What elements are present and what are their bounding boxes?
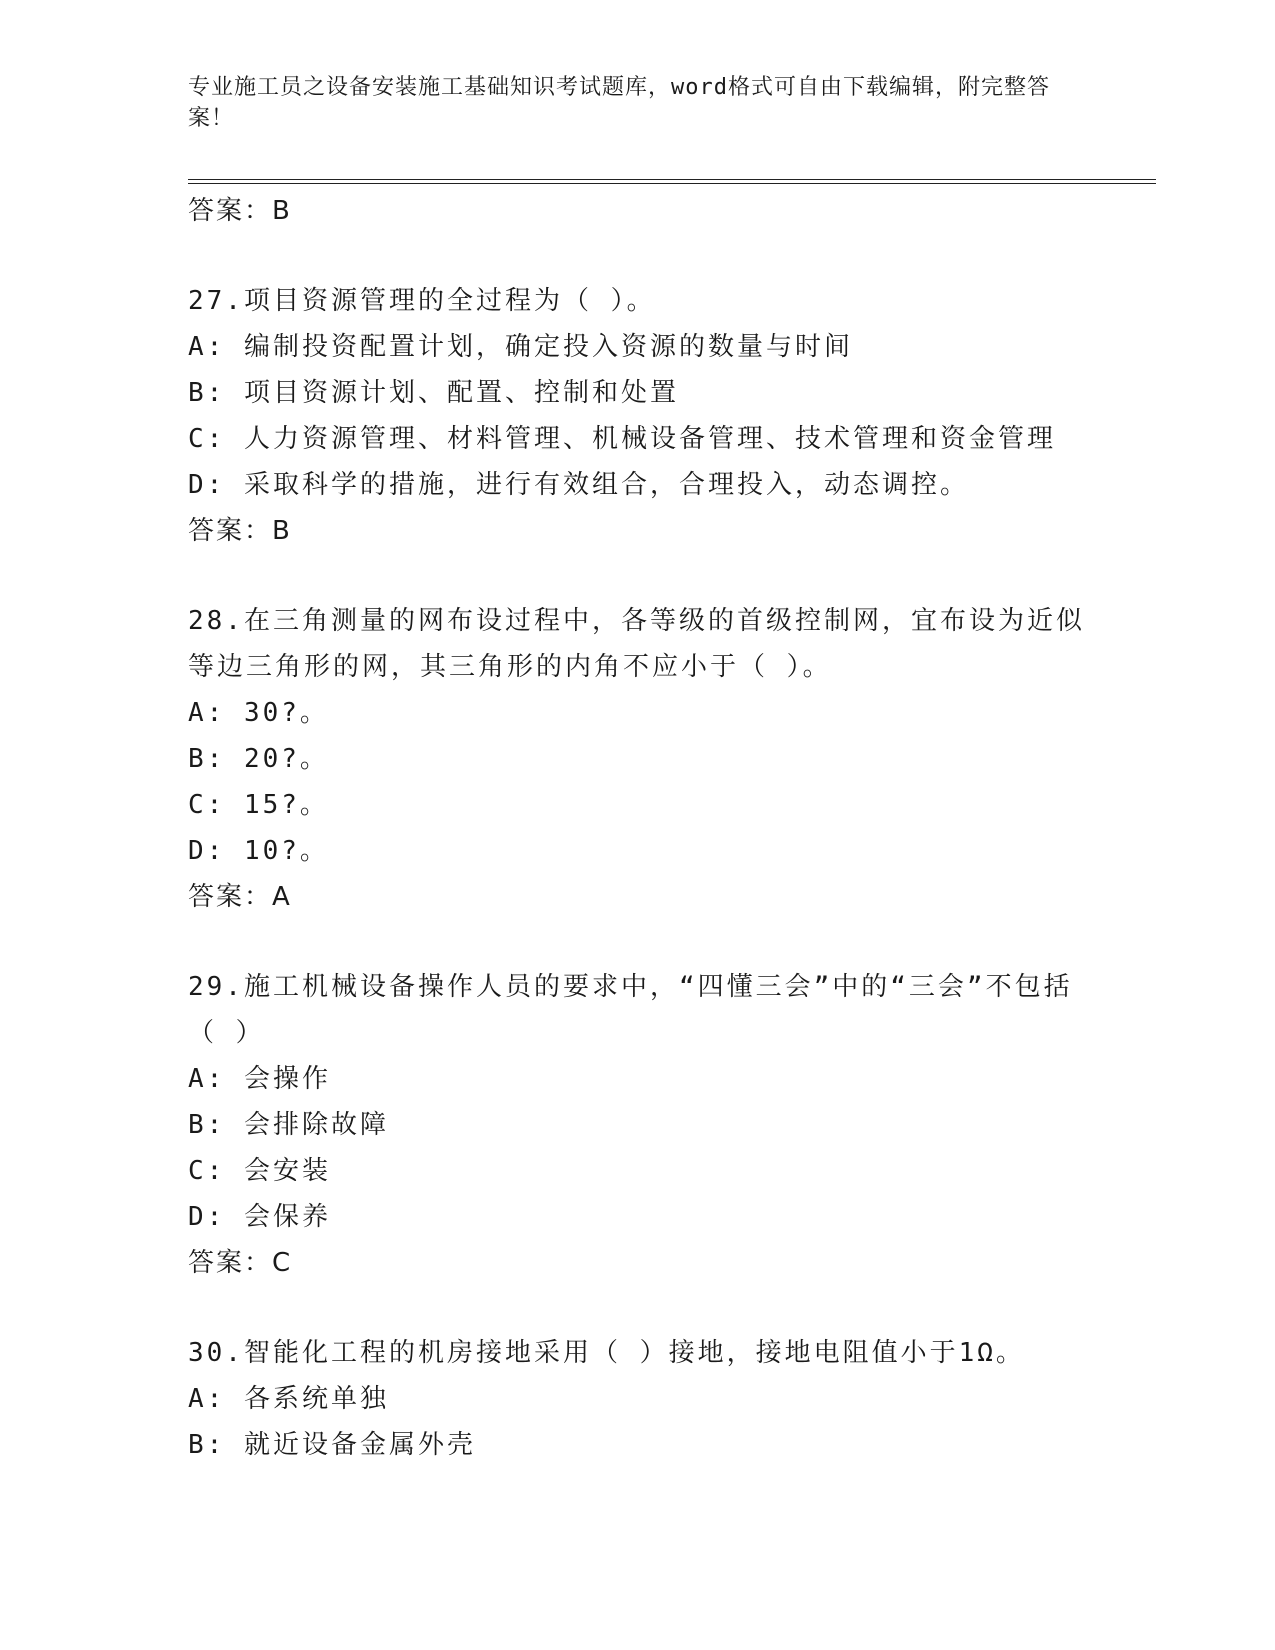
- option-b: [188, 1422, 1088, 1468]
- answer-value: A: [272, 882, 290, 912]
- question-number: 30.: [188, 1338, 244, 1368]
- answer-value: C: [272, 1248, 291, 1278]
- option-text: 30?。: [243, 698, 329, 728]
- answer-line: [188, 188, 1088, 234]
- option-d: [188, 828, 1088, 874]
- answer-label: 答案：: [188, 1248, 273, 1278]
- option-text: 会保养: [243, 1202, 331, 1232]
- option-text: 编制投资配置计划，确定投入资源的数量与时间: [243, 332, 853, 362]
- option-key: A:: [188, 1384, 226, 1414]
- answer-value: B: [272, 516, 290, 546]
- option-a: [188, 1056, 1088, 1102]
- option-key: C:: [188, 1156, 226, 1186]
- answer-label: 答案：: [188, 882, 273, 912]
- option-key: B:: [188, 744, 226, 774]
- question-stem: [188, 278, 1088, 324]
- option-a: [188, 324, 1088, 370]
- option-text: 采取科学的措施，进行有效组合，合理投入，动态调控。: [243, 470, 969, 500]
- question-number: 29.: [188, 972, 244, 1002]
- question-number: 27.: [188, 286, 244, 316]
- question-28: [188, 598, 1088, 920]
- answer-value: B: [272, 196, 290, 226]
- question-text: 项目资源管理的全过程为（ ）。: [243, 286, 656, 316]
- option-d: [188, 1194, 1088, 1240]
- option-text: 各系统单独: [243, 1384, 389, 1414]
- option-text: 项目资源计划、配置、控制和处置: [243, 378, 679, 408]
- question-text: 施工机械设备操作人员的要求中，“四懂三会”中的“三会”不包括（ ）: [188, 972, 1073, 1048]
- option-key: D:: [188, 470, 226, 500]
- option-key: A:: [188, 332, 226, 362]
- option-text: 10?。: [243, 836, 329, 866]
- answer-label: 答案：: [188, 196, 273, 226]
- option-b: [188, 736, 1088, 782]
- option-key: A:: [188, 1064, 226, 1094]
- question-list: [188, 188, 1088, 1468]
- option-key: B:: [188, 378, 226, 408]
- option-text: 人力资源管理、材料管理、机械设备管理、技术管理和资金管理: [243, 424, 1056, 454]
- option-c: [188, 1148, 1088, 1194]
- option-text: 20?。: [243, 744, 329, 774]
- option-key: C:: [188, 424, 226, 454]
- question-30: [188, 1330, 1088, 1468]
- question-text: 智能化工程的机房接地采用（ ）接地，接地电阻值小于1Ω。: [243, 1338, 1025, 1368]
- header-divider-line-second: [188, 183, 1156, 184]
- option-text: 就近设备金属外壳: [243, 1430, 476, 1460]
- option-key: C:: [188, 790, 226, 820]
- document-header: 专业施工员之设备安装施工基础知识考试题库，word格式可自由下载编辑，附完整答案！: [188, 75, 1050, 131]
- answer-line: [188, 508, 1088, 554]
- option-key: B:: [188, 1430, 226, 1460]
- option-key: D:: [188, 1202, 226, 1232]
- option-a: [188, 1376, 1088, 1422]
- option-key: B:: [188, 1110, 226, 1140]
- answer-label: 答案：: [188, 516, 273, 546]
- option-text: 会操作: [243, 1064, 331, 1094]
- answer-line: [188, 1240, 1088, 1286]
- option-b: [188, 370, 1088, 416]
- question-stem: [188, 964, 1088, 1056]
- question-29: [188, 964, 1088, 1286]
- header-divider-line: [188, 179, 1156, 180]
- question-stem: [188, 1330, 1088, 1376]
- question-number: 28.: [188, 606, 244, 636]
- question-stem: [188, 598, 1088, 690]
- option-c: [188, 416, 1088, 462]
- option-c: [188, 782, 1088, 828]
- question-text: 在三角测量的网布设过程中，各等级的首级控制网，宜布设为近似等边三角形的网，其三角形的内角不应小于（ ）。: [188, 606, 1085, 682]
- option-d: [188, 462, 1088, 508]
- option-text: 会安装: [243, 1156, 331, 1186]
- option-text: 15?。: [243, 790, 329, 820]
- option-text: 会排除故障: [243, 1110, 389, 1140]
- option-key: D:: [188, 836, 226, 866]
- option-key: A:: [188, 698, 226, 728]
- option-b: [188, 1102, 1088, 1148]
- option-a: [188, 690, 1088, 736]
- answer-line: [188, 874, 1088, 920]
- question-27: [188, 278, 1088, 554]
